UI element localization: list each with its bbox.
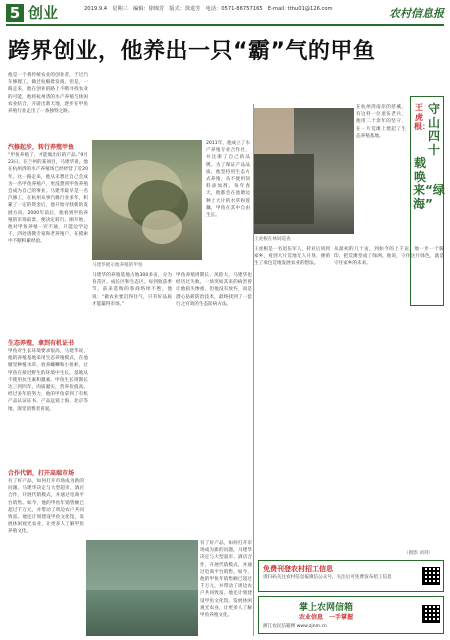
feature-title-line-2: 载唤来“绿海” [413, 156, 445, 211]
feature-title-line-1: 守山四十 [427, 102, 440, 157]
ad2-title: 掌上农网信箱 [299, 603, 354, 613]
feature-name: 王虎根： [414, 103, 430, 131]
feature-title-box [410, 96, 444, 306]
ad1-title: 免费刊登农村招工信息 [263, 565, 333, 573]
qr-code-icon [422, 567, 440, 585]
section-3-title: 合作代销，打开高端市场 [8, 470, 75, 477]
section-1-title: 汽修起步，转行养殖甲鱼 [8, 144, 75, 151]
intro-text: 他是一个将传统农业的创业者，于过汽车修理工，做过杭椒批发商，但是，一路走来，他在创业的路上不断寻找农业的可能，他将杭州湾的水产养殖与休闲农业结合，开辟出新天地，逐步在甲鱼养殖行业走出了一条独特之路。 [8, 73, 88, 115]
ad2-text: 浙江农民信箱网 www.zjnm.cn [263, 624, 327, 629]
ad1-text: 请扫码关注农村信息报微信公众号，关注后可免费发布招工信息 [263, 575, 392, 580]
qr-code-icon [422, 605, 440, 623]
recruitment-ad [258, 560, 444, 592]
headline: 跨界创业，他养出一只“霸”气的甲鱼 [8, 39, 376, 64]
photo-credit: （摄影 刘剑） [404, 551, 434, 556]
mid-text-3: 甲鱼养殖周期长、风险大，马建华也经历过失败。一场突如其来的病害曾让他损失惨重，但他没有放弃，而是潜心钻研防治技术，最终找到了一套行之有效的生态防病方法。 [176, 273, 252, 307]
right-text-2: 王虎根是一名退伍军人，转业后回到家乡，看到大片荒地无人开垦，便萌生了承包荒地发展农业的想法。 [254, 247, 330, 267]
newspaper-logo: 农村信息报 [389, 7, 444, 20]
page-number: 5 [6, 4, 24, 22]
section-2-title: 生态养殖，拿到有机证书 [8, 340, 75, 347]
main-photo-caption: 马建华展示他养殖的甲鱼 [92, 263, 143, 268]
pond-photo [86, 540, 198, 636]
mid-text-4: 有了好产品，如何打开市场成为新的问题。马建华决定与大型超市、酒店合作，开展代销模式，并通过电商平台销售。如今，他的甲鱼年销售额已超过千万元，并带动了周边农户共同致富。他还计划建设甲鱼文化馆，发展休闲观光农业，让更多人了解甲鱼养殖文化。 [200, 541, 252, 619]
section-name: 创业 [28, 4, 59, 22]
ad2-subtitle: 农业信息 一手掌握 [299, 614, 354, 621]
portrait-photo [254, 108, 354, 234]
masthead-rule [6, 24, 444, 26]
section-2-body: 甲鱼对生长环境要求很高，马建华说，他的养殖基地采用生态养殖模式，在池塘里种植水草，放养螺蛳和小鱼虾，让甲鱼在接近野生的环境中生长。基地从不使用抗生素和激素，甲鱼生长周期长达三到四年，肉质紧实，营养价值高。经过多年的努力，他的甲鱼拿到了有机产品认证证书，产品远销上海、北京等地，深受消费者喜爱。 [8, 349, 88, 412]
mid-text-1: 2011年，他成立了水产养殖专业合作社，并注册了自己的品牌。为了保证产品品质，他坚持用生态方式养殖，从不使用饲料添加剂。每年春天，他都会在池塘边种上大片的水草和莲藕，甲鱼在其中自由生长。 [206, 141, 250, 219]
turtle-photo [92, 140, 202, 260]
section-3-body: 有了好产品，如何打开市场成为新的问题。马建华决定与大型超市、酒店合作，开展代销模式，并通过电商平台销售。如今，他的甲鱼年销售额已超过千万元，并带动了周边农户共同致富。他还计划建设甲鱼文化馆，发展休闲观光农业，让更多人了解甲鱼养殖文化。 [8, 479, 84, 535]
masthead-meta: 2019.9.4 星期三 编辑：徐锦芳 版式：徐进芳 电话：0571-86757165 E-mail: tthu01@126.com [84, 6, 333, 12]
mid-text-2: 马建华的养殖基地占地300多亩，分为育苗区、成长区和生态区。每到收获季节，前来选购的客商络绎不绝。他说：“做农业要沉得住气，只有好品质才能赢得市场。” [92, 273, 172, 307]
section-1-body: “甲鱼养殖了，才能做出好的产品。”9月23日，在兰州的某项目，马建华说，他在杭州湾的水产养殖场已经经营了近20年。这一路走来，他从未想过自己会成为一名甲鱼养殖户，更没想到甲鱼养殖会成为自己的事业。马建华最早是一名汽修工，在杭州从事汽修行业多年，积累了一定的资金后，他开始寻找新的发展方向。2000年前后，他看到甲鱼养殖的市场前景，便决定转行。刚开始，他对甲鱼养殖一窍不通，只能边学边干，四处请教专家和老养殖户，在摸索中不断积累经验。 [8, 153, 88, 245]
right-text-1: 在杭州湾南岸的慈溪，有这样一位退伍老兵，他用二十余年的坚守，在一片荒滩上建起了生态养殖基地。 [356, 105, 406, 139]
mailbox-ad [258, 596, 444, 634]
right-text-3: 从最初的几十亩，到如今的上千亩，他一步一个脚印，把荒滩变成了绿洲。他说，守住这片绿色，就是守住家乡的未来。 [334, 247, 444, 267]
right-photo-caption: 王虎根在林间巡查 [254, 237, 291, 242]
masthead [6, 4, 444, 24]
